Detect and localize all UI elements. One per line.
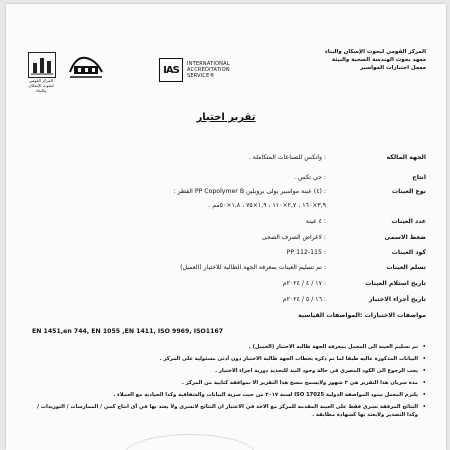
hbrc-caption: المركز القومي لبحوث الإسكان والبناء: [28, 78, 54, 93]
hbrc-emblem-icon: [28, 52, 56, 78]
faded-stamp: [124, 434, 256, 450]
field-label-sample-delivery: تسلم العينات: [386, 264, 426, 271]
field-label-nominal-pressure: ضغط الاسمى: [384, 234, 426, 241]
standards-list: EN 1451,en 744, EN 1055 ,EN 1411, ISO 9969, ISO1167: [32, 328, 224, 335]
note-item: • البيانات المذكورة عاليه طبقا لما تم ذكره بخطاب الجهة طالبة الاختبار دون أدنى مسئولية على المركز .: [31, 356, 426, 364]
field-value-nominal-pressure: : لاغراض الصرف الصحى: [261, 234, 326, 241]
report-title: تقرير اختبار: [196, 112, 256, 123]
ias-mark: IAS: [159, 58, 183, 82]
ias-text: INTERNATIONAL ACCREDITATION SERVICE®: [187, 61, 230, 79]
report-page: [6, 4, 446, 450]
field-value-sample-code: : PP 112-115: [286, 249, 326, 256]
center-name: المركز القومي لبحوث الإسكان والبناء معهد بحوث الهندسة الصحية والبيئة معمل اختبارات المواسير: [325, 49, 426, 71]
field-label-receipt-date: تاريخ استلام العينات: [365, 280, 426, 287]
field-value-owner: : واتكس للصناعات المتكاملة .: [248, 154, 326, 161]
field-value-sample-type: : (٤) عينة مواسير بولى بروبلين PP Copolymer B القطر :: [173, 188, 326, 195]
ias-accreditation-logo: [159, 58, 230, 82]
field-label-production: انتاج: [412, 174, 426, 181]
field-value-sample-delivery: : تم تسليم العينات بمعرفة الجهة الطالبة للاختبار (العميل): [180, 264, 326, 271]
field-value-receipt-date: : ١٧ / ٤ / ٢٠٢٤م: [282, 280, 326, 287]
notes-list: [31, 344, 426, 424]
note-item: • يلتزم المعمل ببنود المواصفة الدولية ISO 17025 لسنة ٢٠١٧ من حيث سرية البيانات والشفافية وكذا الحيادية مع العملاء .: [31, 392, 426, 400]
note-item: • النتائج المرفقة تسرى فقط على العينة المقدمة للمركز مع الاخذ في الاعتبار ان النتائج لاتسرى ولا يعتد بها في أى انتاج كمي / الممارسات / التوريدات / وكذا التصدير ولايعتد بها كشهادة مطابقة .: [31, 404, 426, 419]
note-item: • يجب الرجوع الى الكود المصري في حالة وجود البند للتحديد دورية اجراء الاختبار .: [31, 368, 426, 376]
field-label-sample-count: عدد العينات: [391, 218, 426, 225]
field-label-sample-type: نوع العينات: [391, 188, 426, 195]
field-label-owner: الجهة المالكة: [386, 154, 426, 161]
field-value-sample-count: : ٤ عينة: [305, 218, 326, 225]
note-item: • تم تسليم العينة الى المعمل بمعرفة الجهة طالبة الاختبار (العميل) .: [31, 344, 426, 352]
institute-logo-icon: [66, 52, 106, 80]
note-item: • مدة سريان هذا التقرير هي ٣ شهور ولايسمح بنسخ هذا التقرير الا بموافقة كتابية من المركز .: [31, 380, 426, 388]
field-value-diameters: ٣,٩×١٦٠ ، ٢,٧×١١٠ ، ١,٩×٧٥ ، ١,٨×٥٠مم .: [208, 202, 326, 209]
field-value-test-date: : ١٦ / ٥ / ٢٠٢٤م: [282, 296, 326, 303]
field-value-production: : جي تكس .: [294, 174, 326, 181]
field-label-sample-code: كود العينات: [391, 249, 426, 256]
left-logos: [28, 52, 106, 93]
specs-label: مواصفات الاختبارات :المواصفات القياسية: [298, 312, 426, 319]
hbrc-logo: [28, 52, 62, 93]
field-label-test-date: تاريخ أجراء الاختبار: [368, 296, 426, 303]
